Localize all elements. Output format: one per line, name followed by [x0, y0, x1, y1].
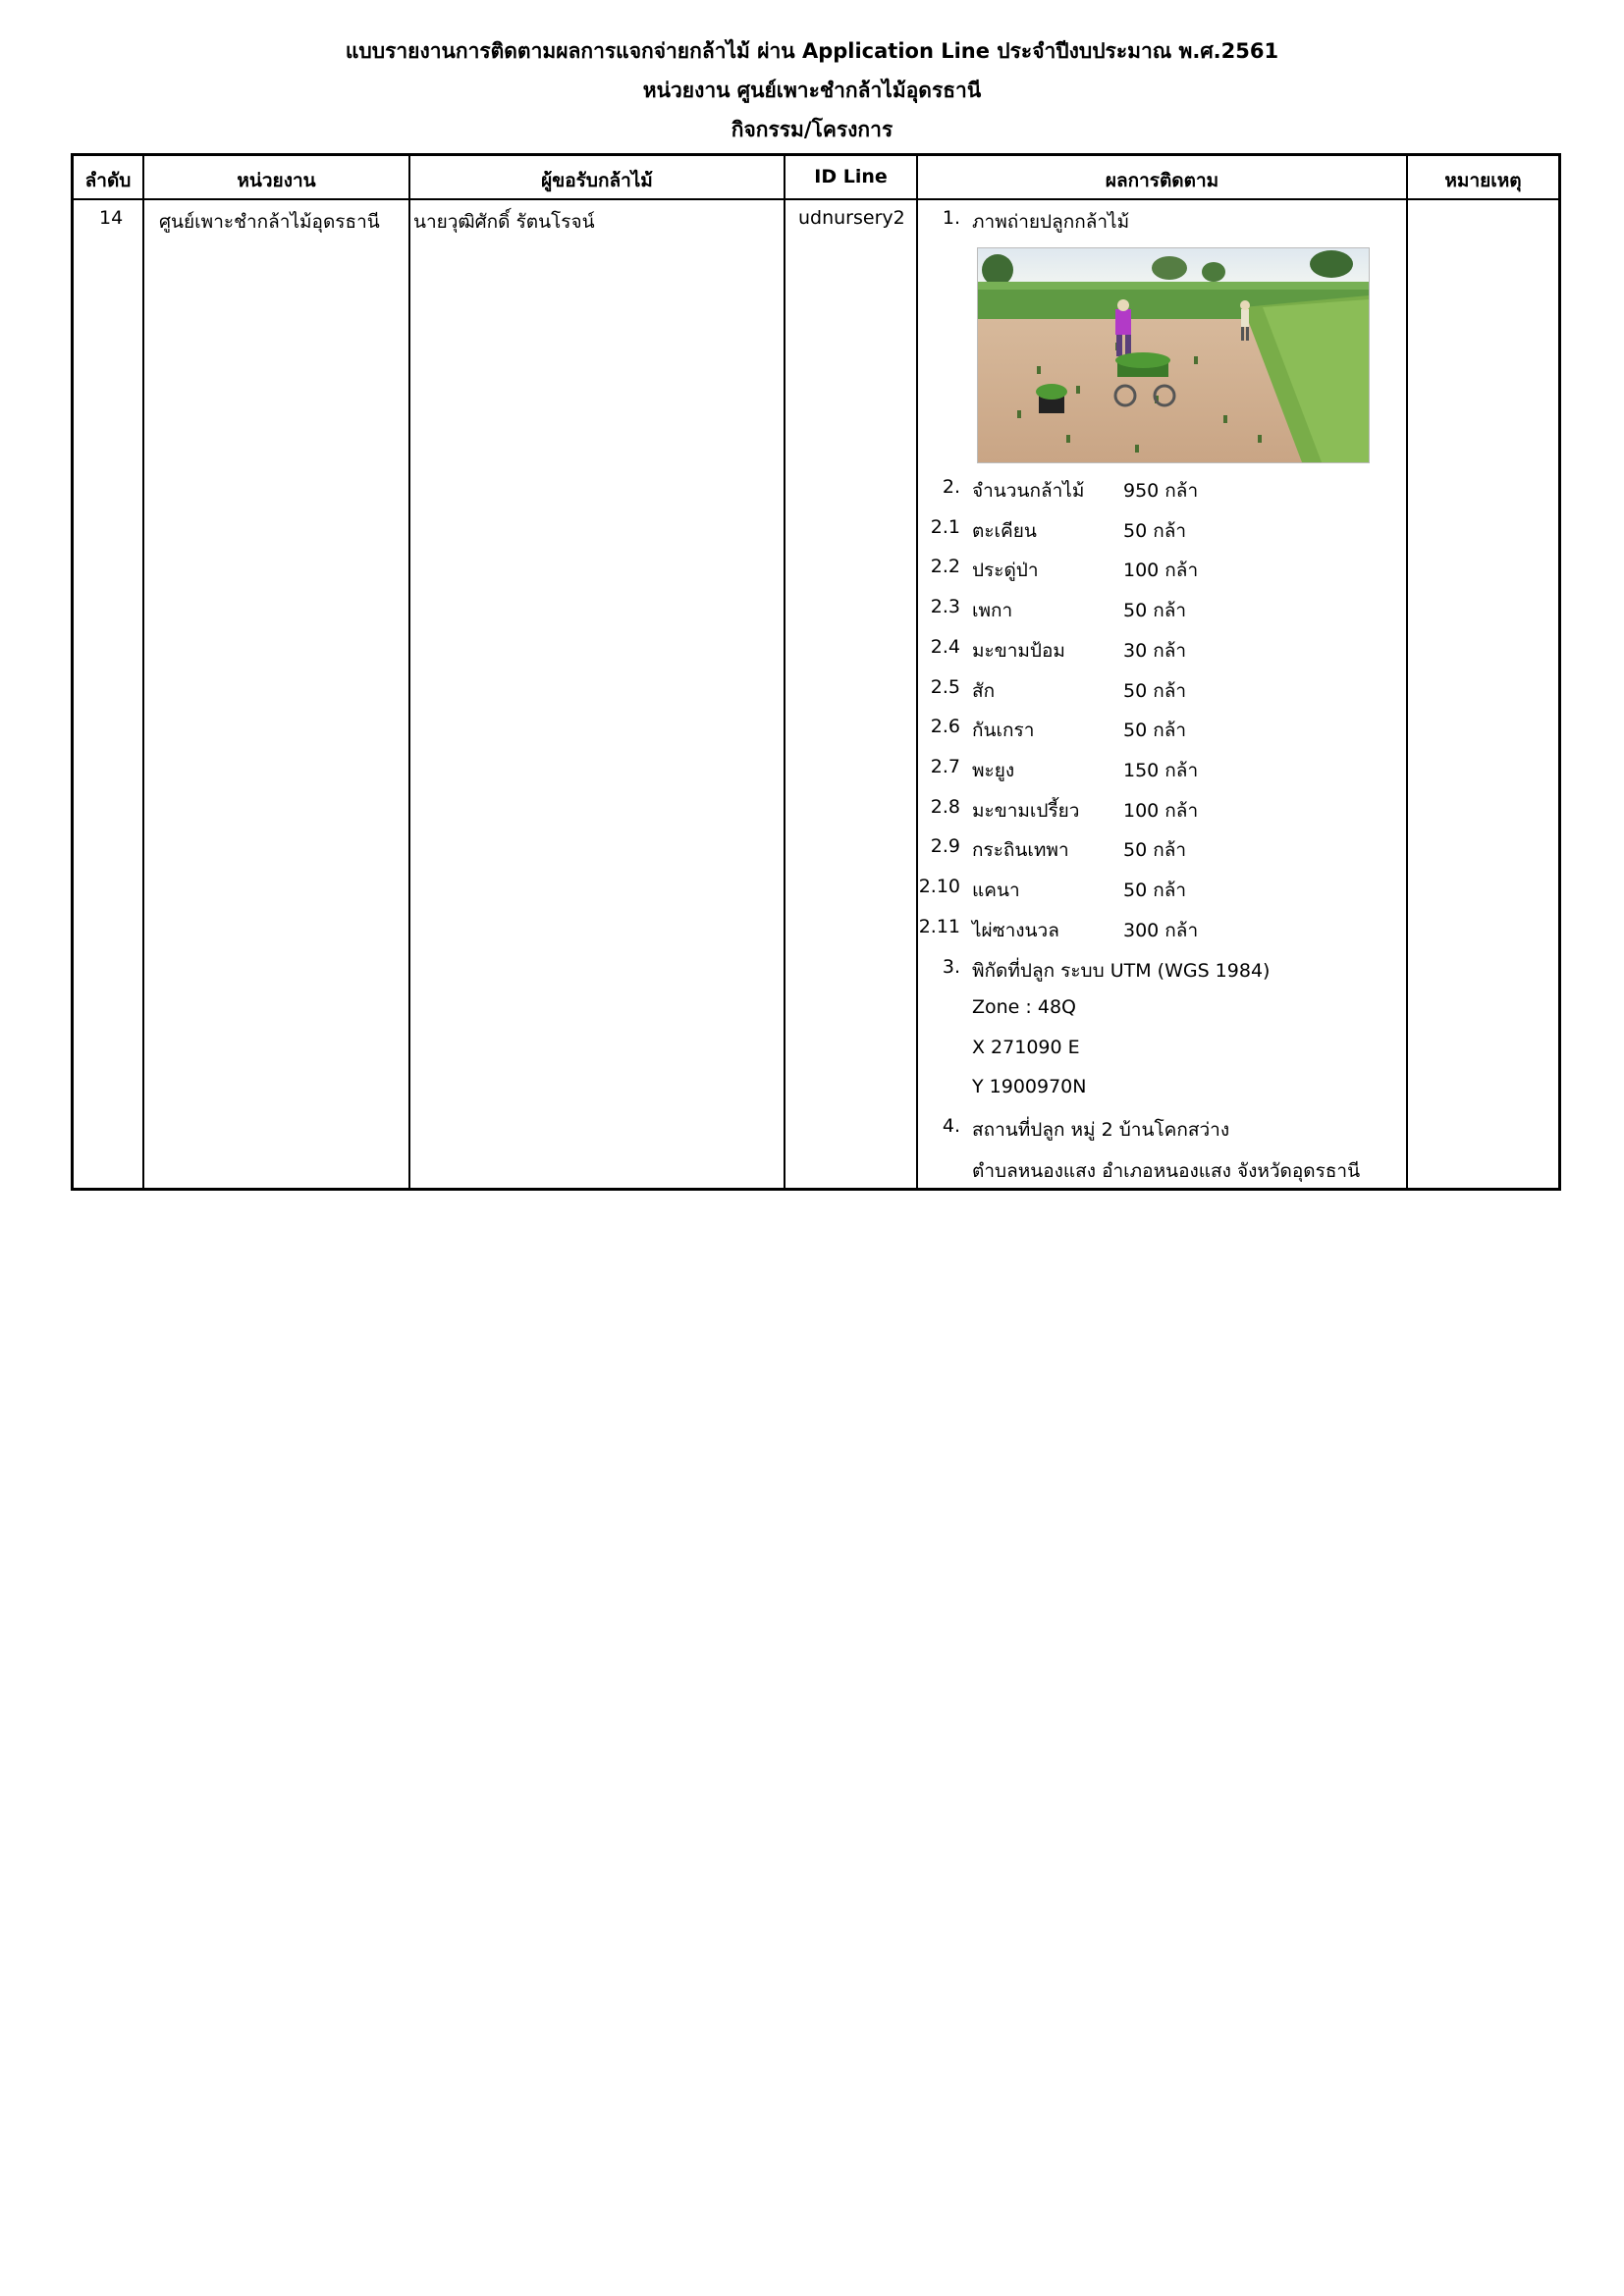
- col-header-remark: หมายเหตุ: [1444, 170, 1522, 191]
- species-name: ตะเคียน: [972, 520, 1037, 542]
- column-divider: [1406, 156, 1408, 1188]
- species-name: มะขามเปรี้ยว: [972, 800, 1080, 822]
- result-item-2-amount: 950 กล้า: [1123, 480, 1199, 502]
- species-amount: 300 กล้า: [1123, 920, 1199, 941]
- species-name: พะยูง: [972, 760, 1015, 781]
- row-agency: ศูนย์เพาะชำกล้าไม้อุดรธานี: [159, 211, 380, 233]
- result-item-2-text: จำนวนกล้าไม้: [972, 480, 1085, 502]
- species-name: ประดู่ป่า: [972, 560, 1039, 581]
- species-amount: 100 กล้า: [1123, 560, 1199, 581]
- col-header-requester: ผู้ขอรับกล้าไม้: [541, 170, 653, 191]
- result-item-1-text: ภาพถ่ายปลูกกล้าไม้: [972, 211, 1130, 233]
- species-name: กันเกรา: [972, 720, 1035, 741]
- row-order: 14: [99, 207, 124, 229]
- row-requester: นายวุฒิศักดิ์ รัตนโรจน์: [413, 211, 595, 233]
- result-item-3-text: พิกัดที่ปลูก ระบบ UTM (WGS 1984): [972, 960, 1271, 982]
- unit-line: หน่วยงาน ศูนย์เพาะชำกล้าไม้อุดรธานี: [642, 79, 982, 102]
- species-amount: 100 กล้า: [1123, 800, 1199, 822]
- species-amount: 30 กล้า: [1123, 640, 1187, 662]
- utm-y: Y 1900970N: [972, 1076, 1087, 1097]
- utm-x: X 271090 E: [972, 1037, 1080, 1058]
- species-num: 2.11: [918, 916, 960, 937]
- col-header-result: ผลการติดตาม: [1105, 170, 1219, 191]
- activity-line: กิจกรรม/โครงการ: [731, 118, 893, 141]
- result-item-3-num: 3.: [942, 956, 960, 978]
- row-id-line: udnursery2: [798, 207, 905, 229]
- result-item-4-num: 4.: [942, 1115, 960, 1137]
- species-num: 2.8: [930, 796, 960, 818]
- planting-photo: [977, 247, 1370, 463]
- species-amount: 50 กล้า: [1123, 880, 1187, 901]
- species-name: เพกา: [972, 600, 1013, 621]
- column-divider: [916, 156, 918, 1188]
- result-item-2-num: 2.: [942, 476, 960, 498]
- column-divider: [142, 156, 144, 1188]
- utm-zone: Zone : 48Q: [972, 996, 1076, 1018]
- species-num: 2.5: [930, 676, 960, 698]
- result-item-4-text: สถานที่ปลูก หมู่ 2 บ้านโคกสว่าง: [972, 1119, 1230, 1141]
- species-num: 2.7: [930, 756, 960, 777]
- species-num: 2.9: [930, 835, 960, 857]
- header-divider: [74, 198, 1558, 200]
- result-item-1-num: 1.: [942, 207, 960, 229]
- species-amount: 50 กล้า: [1123, 680, 1187, 702]
- species-num: 2.2: [930, 556, 960, 577]
- column-divider: [408, 156, 410, 1188]
- col-header-order: ลำดับ: [84, 170, 132, 191]
- species-amount: 50 กล้า: [1123, 520, 1187, 542]
- species-num: 2.6: [930, 716, 960, 737]
- species-name: กระถินเทพา: [972, 839, 1069, 861]
- species-num: 2.3: [930, 596, 960, 617]
- result-item-4-line2: ตำบลหนองแสง อำเภอหนองแสง จังหวัดอุดรธานี: [972, 1160, 1361, 1182]
- species-num: 2.10: [918, 876, 960, 897]
- species-amount: 50 กล้า: [1123, 839, 1187, 861]
- species-name: มะขามป้อม: [972, 640, 1065, 662]
- column-divider: [784, 156, 785, 1188]
- col-header-agency: หน่วยงาน: [237, 170, 316, 191]
- report-title: แบบรายงานการติดตามผลการแจกจ่ายกล้าไม้ ผ่าน Application Line ประจำปีงบประมาณ พ.ศ.2561: [345, 39, 1279, 63]
- species-name: ไผ่ซางนวล: [972, 920, 1059, 941]
- planting-photo-image: [978, 248, 1369, 462]
- col-header-id-line: ID Line: [814, 166, 888, 187]
- species-amount: 150 กล้า: [1123, 760, 1199, 781]
- species-num: 2.1: [930, 516, 960, 538]
- species-amount: 50 กล้า: [1123, 600, 1187, 621]
- species-amount: 50 กล้า: [1123, 720, 1187, 741]
- species-num: 2.4: [930, 636, 960, 658]
- species-name: สัก: [972, 680, 996, 702]
- species-name: แคนา: [972, 880, 1020, 901]
